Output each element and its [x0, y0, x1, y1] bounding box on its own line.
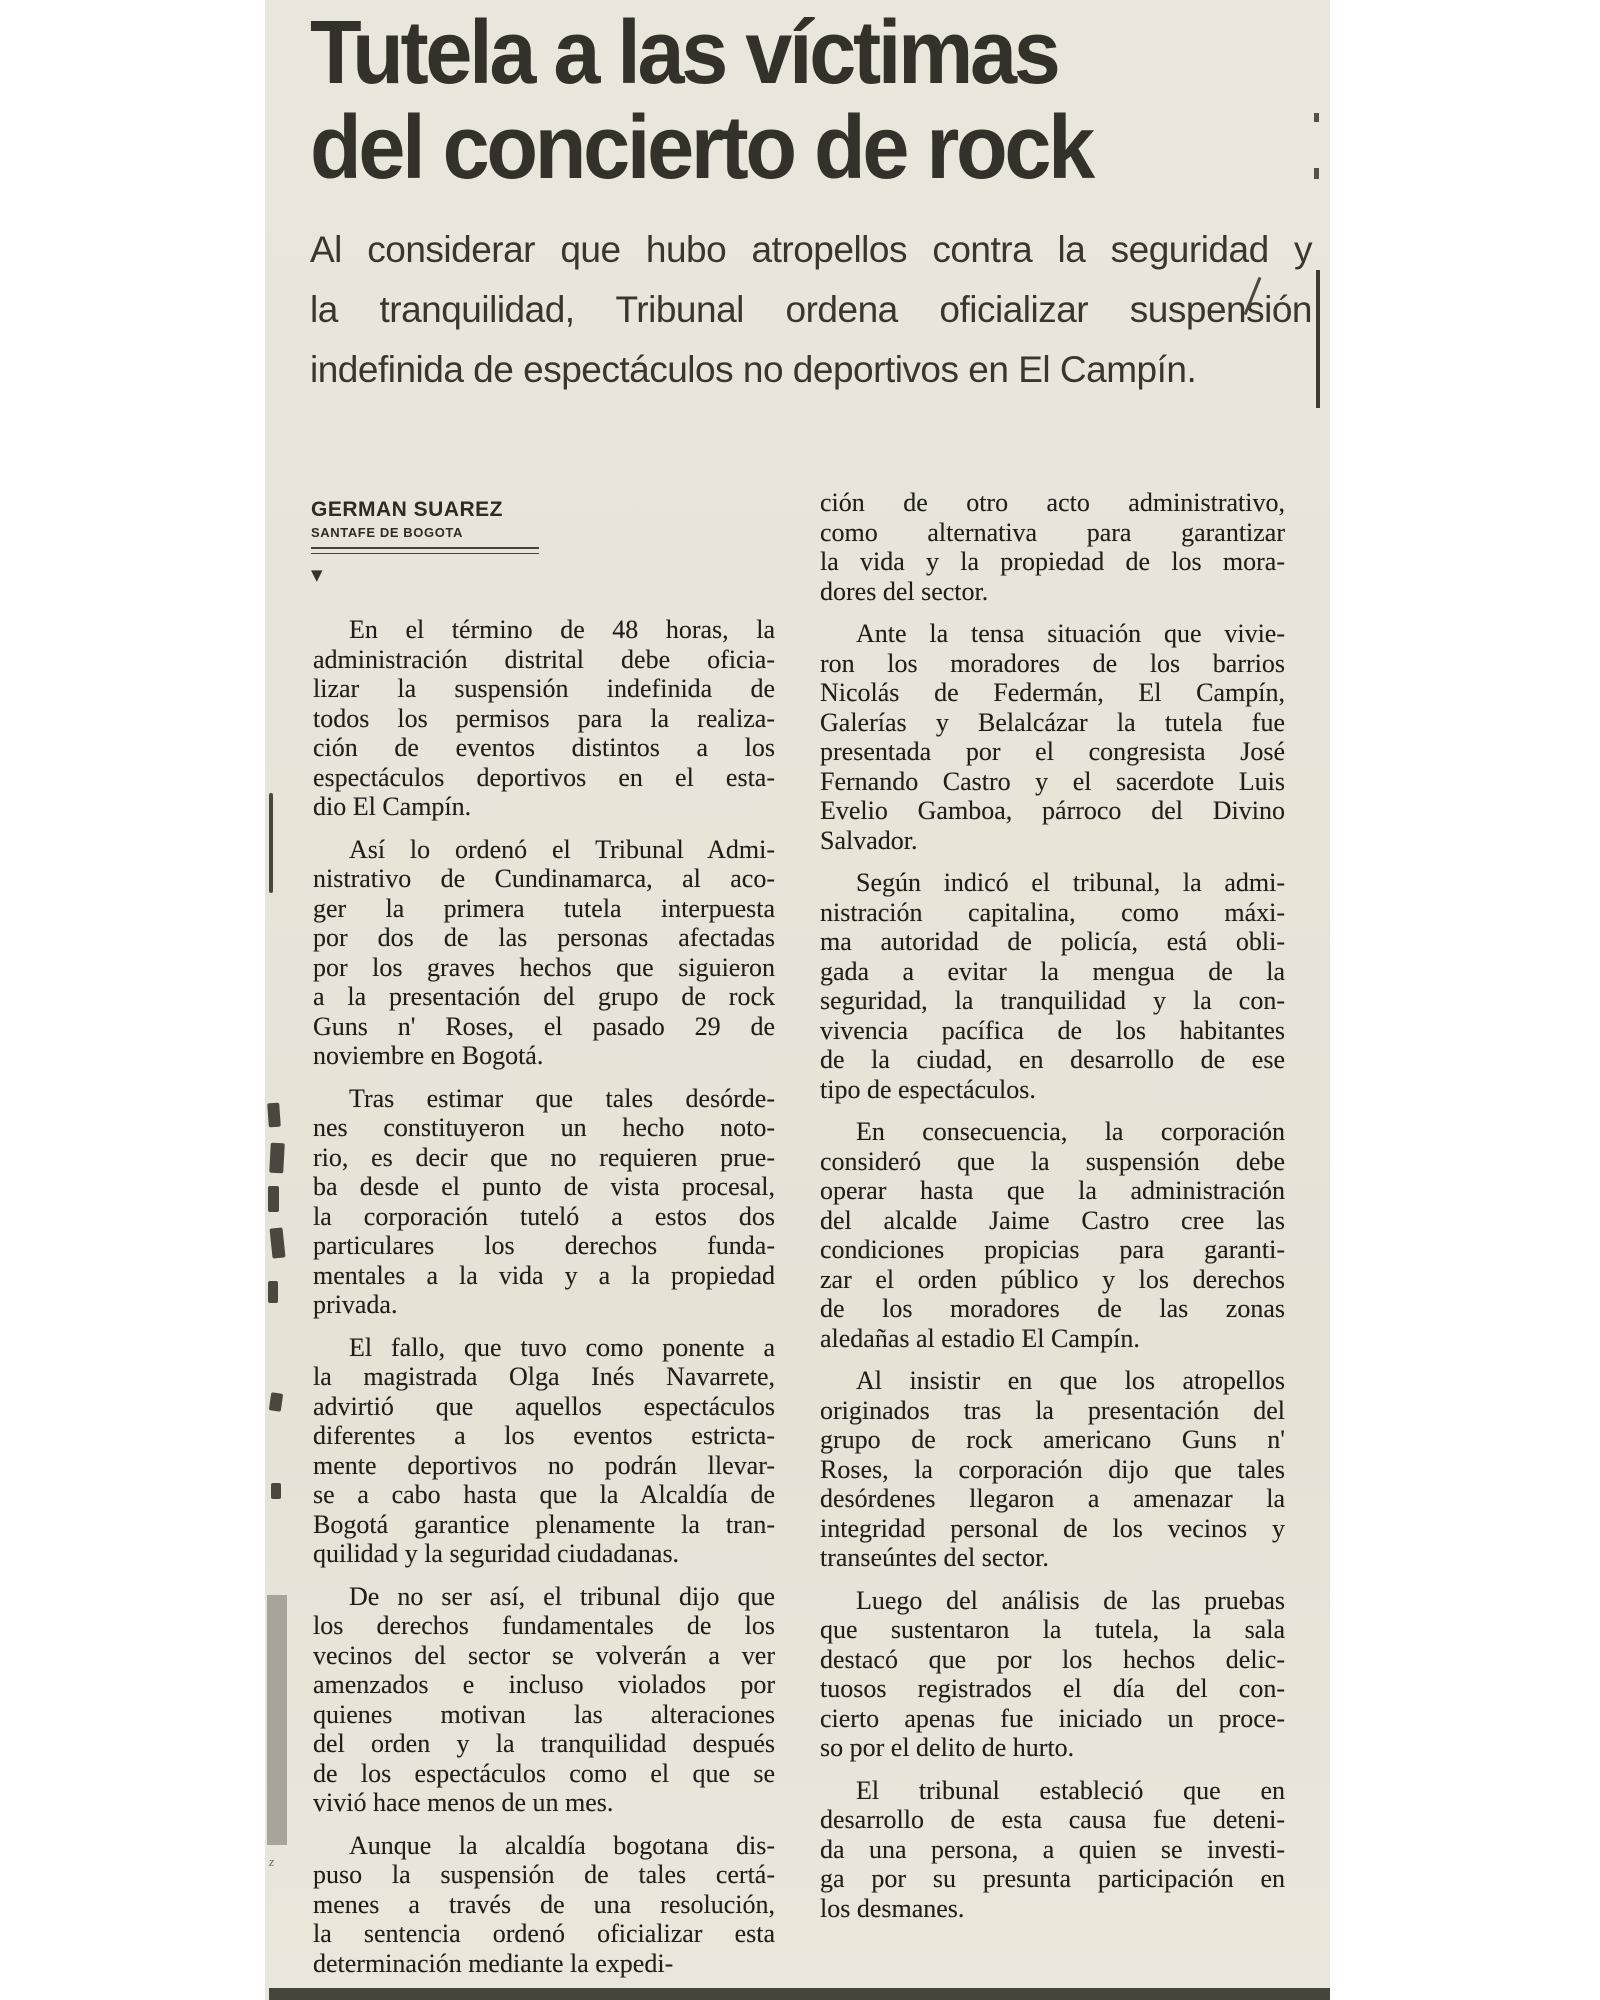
body-line: la corporación tuteló a estos dos [313, 1201, 775, 1231]
body-line: la vida y la propiedad de los mora- [820, 547, 1285, 576]
newspaper-clipping [265, 0, 1330, 2000]
body-line: Bogotá garantice plenamente la tran- [313, 1509, 775, 1539]
scan-edge-artifact [268, 1186, 279, 1212]
body-line: tipo de espectáculos. [820, 1074, 1036, 1104]
body-line: desarrollo de esta causa fue deteni- [820, 1805, 1285, 1834]
body-line: privada. [313, 1290, 398, 1319]
body-line: del alcalde Jaime Castro cree las [820, 1205, 1285, 1235]
body-line: seguridad, la tranquilidad y la con- [820, 986, 1285, 1015]
body-line: de los moradores de las zonas [820, 1294, 1285, 1323]
paragraph [820, 488, 1285, 606]
body-line: Salvador. [820, 825, 918, 855]
body-line: Según indicó el tribunal, la admi- [856, 868, 1285, 897]
body-line: aledañas al estadio El Campín. [820, 1323, 1140, 1353]
body-line: por dos de las personas afectadas [313, 923, 775, 952]
paragraph [313, 1084, 775, 1320]
body-line: En consecuencia, la corporación [856, 1117, 1285, 1146]
section-marker-icon: ▼ [311, 566, 323, 584]
scan-edge-artifact [269, 1392, 283, 1411]
body-line: quienes motivan las alteraciones [313, 1699, 775, 1729]
scan-edge-fragment-text: z [269, 1854, 275, 1869]
paragraph [820, 1117, 1285, 1353]
paragraph [820, 868, 1285, 1104]
body-line: mente deportivos no podrán llevar- [313, 1450, 775, 1480]
body-line: condiciones propicias para garanti- [820, 1235, 1285, 1264]
body-line: administración distrital debe oficia- [313, 644, 775, 674]
scan-edge-artifact [269, 793, 273, 893]
adjacent-column-rule [1316, 270, 1320, 408]
body-line: operar hasta que la administración [820, 1176, 1285, 1205]
body-line: nistración capitalina, como máxi- [820, 897, 1285, 927]
body-line: integridad personal de los vecinos y [820, 1513, 1285, 1543]
body-line: noviembre en Bogotá. [313, 1041, 544, 1070]
body-line: En el término de 48 horas, la [349, 615, 775, 644]
scan-bottom-edge [269, 1988, 1330, 2000]
body-line: Fernando Castro y el sacerdote Luis [820, 766, 1285, 796]
body-line: grupo de rock americano Guns n' [820, 1425, 1285, 1454]
byline-rule [311, 547, 539, 554]
body-line: El tribunal estableció que en [856, 1775, 1285, 1805]
body-line: Nicolás de Federmán, El Campín, [820, 678, 1285, 707]
deck-line: la tranquilidad, Tribunal ordena oficializar suspensión [310, 289, 1312, 330]
body-line: nistrativo de Cundinamarca, al aco- [313, 864, 775, 893]
body-line: El fallo, que tuvo como ponente a [349, 1332, 775, 1362]
scan-edge-artifact [269, 1227, 285, 1258]
body-line: De no ser así, el tribunal dijo que [349, 1581, 775, 1611]
body-line: diferentes a los eventos estricta- [313, 1421, 775, 1450]
body-line: la sentencia ordenó oficializar esta [313, 1919, 775, 1948]
body-line: Tras estimar que tales desórde- [349, 1083, 775, 1113]
body-line: de los espectáculos como el que se [313, 1758, 775, 1788]
body-line: Galerías y Belalcázar la tutela fue [820, 707, 1285, 737]
article-deck [310, 220, 1312, 400]
body-line: la magistrada Olga Inés Navarrete, [313, 1362, 775, 1391]
body-line: originados tras la presentación del [820, 1395, 1285, 1425]
body-line: quilidad y la seguridad ciudadanas. [313, 1539, 680, 1568]
byline-block [311, 498, 541, 584]
deck-line: Al considerar que hubo atropellos contra la seguridad y [310, 229, 1312, 270]
body-line: desórdenes llegaron a amenazar la [820, 1484, 1285, 1513]
scan-edge-artifact [1314, 113, 1319, 122]
body-line: cierto apenas fue iniciado un proce- [820, 1703, 1285, 1733]
body-line: amenzados e incluso violados por [313, 1670, 775, 1699]
paragraph [313, 615, 775, 822]
body-line: Luego del análisis de las pruebas [856, 1585, 1285, 1615]
body-line: rio, es decir que no requieren prue- [313, 1142, 775, 1172]
body-line: ma autoridad de policía, está obli- [820, 927, 1285, 956]
body-line: advirtió que aquellos espectáculos [313, 1391, 775, 1421]
body-line: da una persona, a quien se investi- [820, 1834, 1285, 1864]
body-line: como alternativa para garantizar [820, 517, 1285, 547]
scan-edge-shadow [267, 1595, 287, 1845]
byline-author: GERMAN SUAREZ [311, 498, 504, 521]
body-line: zar el orden público y los derechos [820, 1264, 1285, 1294]
deck-line: indefinida de espectáculos no deportivos en El Campín. [310, 349, 1197, 390]
body-line: del orden y la tranquilidad después [313, 1729, 775, 1758]
body-line: los derechos fundamentales de los [313, 1611, 775, 1640]
paragraph [313, 1582, 775, 1818]
body-line: nes constituyeron un hecho noto- [313, 1113, 775, 1142]
scan-edge-artifact [269, 1143, 285, 1174]
scan-edge-artifact [271, 1483, 281, 1499]
byline-location: SANTAFE DE BOGOTA [311, 525, 463, 540]
body-line: ción de otro acto administrativo, [820, 488, 1285, 517]
body-line: Así lo ordenó el Tribunal Admi- [349, 834, 775, 864]
body-line: de la ciudad, en desarrollo de ese [820, 1045, 1285, 1074]
headline-line: del concierto de rock [310, 98, 1092, 198]
body-line: puso la suspensión de tales certá- [313, 1860, 775, 1889]
body-line: transeúntes del sector. [820, 1543, 1049, 1572]
paragraph [820, 1586, 1285, 1763]
body-line: ción de eventos distintos a los [313, 733, 775, 762]
scan-edge-artifact [268, 1281, 278, 1303]
body-column-right [820, 488, 1285, 1936]
body-line: los desmanes. [820, 1893, 965, 1923]
body-line: mentales a la vida y a la propiedad [313, 1260, 775, 1290]
scan-edge-artifact [1314, 168, 1319, 179]
body-line: ba desde el punto de vista procesal, [313, 1172, 775, 1201]
body-line: determinación mediante la expedi- [313, 1948, 674, 1978]
body-line: presentada por el congresista José [820, 737, 1285, 766]
body-line: a la presentación del grupo de rock [313, 982, 775, 1011]
paragraph [313, 1333, 775, 1569]
body-line: Al insistir en que los atropellos [856, 1366, 1285, 1395]
body-line: lizar la suspensión indefinida de [313, 674, 775, 703]
body-line: tuosos registrados el día del con- [820, 1674, 1285, 1703]
paragraph [313, 835, 775, 1071]
body-line: se a cabo hasta que la Alcaldía de [313, 1480, 775, 1509]
body-line: ron los moradores de los barrios [820, 648, 1285, 678]
body-column-left [313, 615, 775, 1991]
body-line: vivencia pacífica de los habitantes [820, 1015, 1285, 1045]
body-line: ger la primera tutela interpuesta [313, 893, 775, 923]
body-line: destacó que por los hechos delic- [820, 1644, 1285, 1674]
scan-edge-artifact [267, 1103, 281, 1128]
body-line: ga por su presunta participación en [820, 1864, 1285, 1893]
paragraph [313, 1831, 775, 1979]
body-line: Roses, la corporación dijo que tales [820, 1454, 1285, 1484]
body-line: vivió hace menos de un mes. [313, 1788, 614, 1817]
paragraph [820, 1366, 1285, 1573]
body-line: consideró que la suspensión debe [820, 1146, 1285, 1176]
body-line: todos los permisos para la realiza- [313, 703, 775, 733]
body-line: que sustentaron la tutela, la sala [820, 1615, 1285, 1644]
paragraph [820, 1776, 1285, 1924]
body-line: Guns n' Roses, el pasado 29 de [313, 1011, 775, 1041]
body-line: espectáculos deportivos en el esta- [313, 762, 775, 792]
body-line: Aunque la alcaldía bogotana dis- [349, 1830, 775, 1860]
body-line: menes a través de una resolución, [313, 1889, 775, 1919]
body-line: Ante la tensa situación que vivie- [856, 619, 1285, 648]
body-line: por los graves hechos que siguieron [313, 952, 775, 982]
body-line: particulares los derechos funda- [313, 1231, 775, 1260]
body-line: Evelio Gamboa, párroco del Divino [820, 796, 1285, 825]
body-line: dio El Campín. [313, 792, 472, 821]
body-line: dores del sector. [820, 576, 989, 606]
body-line: vecinos del sector se volverán a ver [313, 1640, 775, 1670]
headline-line: Tutela a las víctimas [310, 3, 1058, 103]
paragraph [820, 619, 1285, 855]
article-headline [310, 3, 1259, 198]
body-line: so por el delito de hurto. [820, 1733, 1075, 1762]
body-line: gada a evitar la mengua de la [820, 956, 1285, 986]
